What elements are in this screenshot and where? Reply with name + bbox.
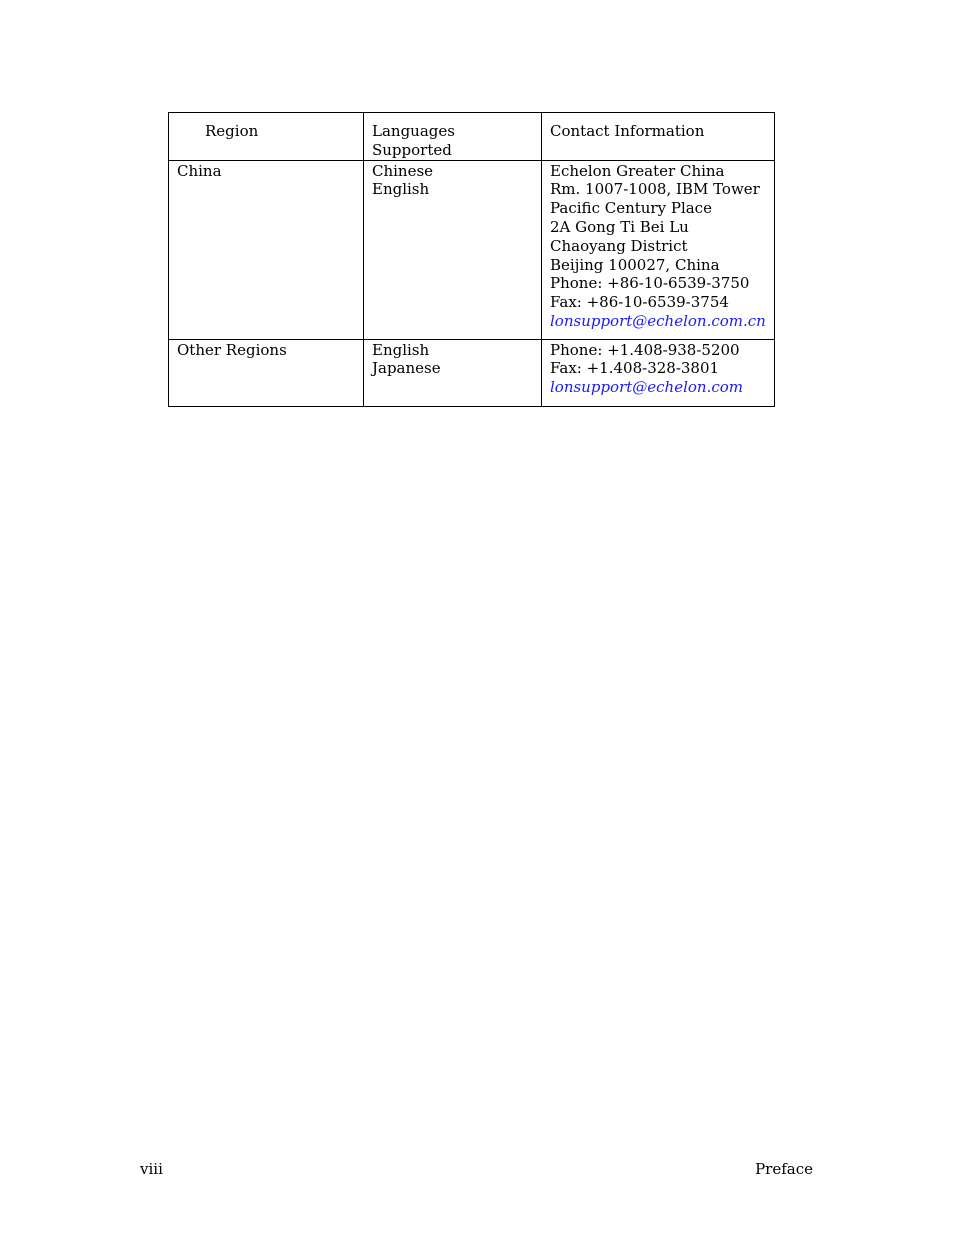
- contact-line: Phone: +86-10-6539-3750: [550, 274, 750, 293]
- page-number: viii: [140, 1160, 163, 1178]
- region-cell: Other Regions: [169, 339, 364, 406]
- contact-line: Beijing 100027, China: [550, 255, 720, 274]
- contact-line: Chaoyang District: [550, 236, 688, 255]
- section-name: Preface: [755, 1160, 813, 1178]
- contact-line: Fax: +86-10-6539-3754: [550, 293, 729, 312]
- table-row: [169, 339, 775, 406]
- languages-cell: [364, 160, 542, 339]
- header-region: Region: [169, 113, 364, 161]
- contact-line: Rm. 1007-1008, IBM Tower: [550, 180, 760, 199]
- region-cell: China: [169, 160, 364, 339]
- table-header-row: [169, 113, 775, 161]
- email-link[interactable]: lonsupport@echelon.com.cn: [550, 311, 766, 330]
- contact-line: Fax: +1.408-328-3801: [550, 359, 720, 378]
- contact-cell: [542, 160, 775, 339]
- contact-cell: [542, 339, 775, 406]
- contact-line: Pacific Century Place: [550, 199, 712, 218]
- table-row: [169, 160, 775, 339]
- contact-line: Echelon Greater China: [550, 161, 725, 180]
- header-languages: Languages Supported: [364, 113, 542, 161]
- language-item: English: [372, 340, 430, 359]
- email-link[interactable]: lonsupport@echelon.com: [550, 378, 744, 397]
- language-item: English: [372, 180, 430, 199]
- language-item: Chinese: [372, 161, 434, 180]
- contact-line: 2A Gong Ti Bei Lu: [550, 217, 689, 236]
- header-contact: Contact Information: [542, 113, 775, 161]
- languages-cell: [364, 339, 542, 406]
- contact-line: Phone: +1.408-938-5200: [550, 340, 740, 359]
- language-item: Japanese: [372, 359, 441, 378]
- support-contacts-table: [168, 112, 775, 407]
